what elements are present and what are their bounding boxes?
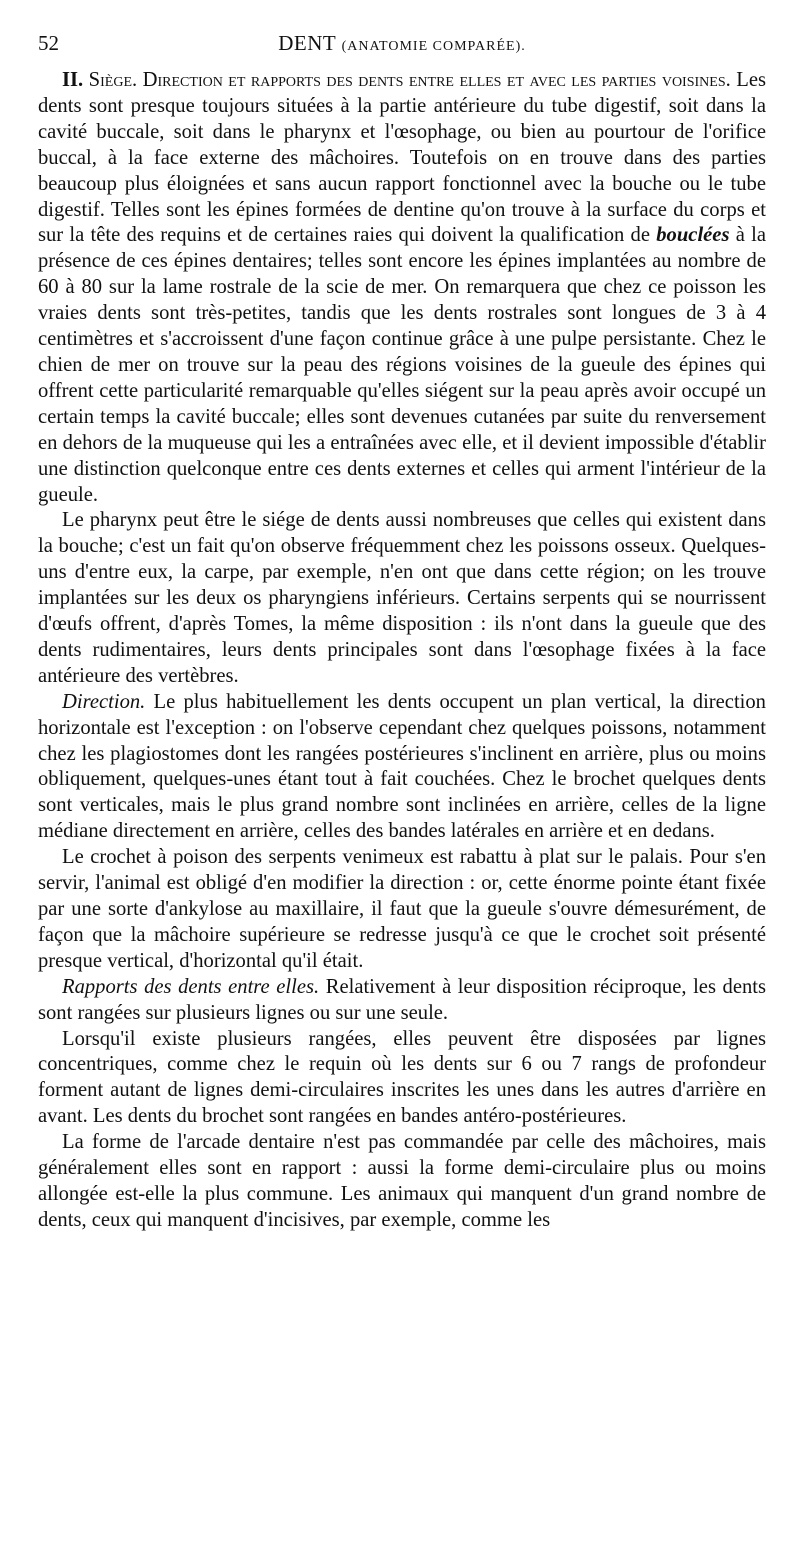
subheading-direction: Direction. [62,690,146,713]
paragraph-1-text-cont: à la présence de ces épines dentaires; telles sont encore les épines implantées au nombre de 60 à 80 sur la lame rostrale de la scie de mer. On remarquera que chez ce poisson les vraies dents sont très-petites, tandis que les dents rostrales sont longues de 3 à 4 centimètres et s'accroissent d'une façon continue grâce à une pulpe persistante. Chez le chien de mer on trouve sur la peau des régions voisines de la gueule des épines qui offrent cette particularité remarquable qu'elles siégent sur la peau après avoir occupé un certain temps la cavité buccale; elles sont devenues cutanées par suite du renversement en dehors de la muqueuse qui les a entraînées avec elle, et il devient impossible d'établir une distinction quelconque entre ces dents externes et celles qui arment l'intérieur de la gueule. [38,224,766,506]
section-heading: Siège. Direction et rapports des dents entre elles et avec les parties voisines. [88,69,731,91]
page-header [38,31,766,61]
paragraph-2: Le pharynx peut être le siége de dents aussi nombreuses que celles qui existent dans la bouche; c'est un fait qu'on observe fréquemment chez les poissons osseux. Quelques-uns d'entre eux, la carpe, par exemple, n'en ont que dans cette région; on les trouve implantées sur les deux os pharyngiens inférieurs. Certains serpents qui se nourrissent d'œufs offrent, d'après Tomes, la même disposition : ils n'ont dans la gueule que des dents rudimentaires, leurs dents principales sont dans l'œsophage fixées à la face antérieure des vertèbres. [38,509,766,687]
paragraph-3 [38,690,766,845]
paragraph-4: Le crochet à poison des serpents venimeux est rabattu à plat sur le palais. Pour s'en servir, l'animal est obligé d'en modifier la direction : or, cette énorme pointe étant fixée par une sorte d'ankylose au maxillaire, il faut que la gueule s'ouvre démesurément, de façon que la mâchoire supérieure se redresse jusqu'à ce que le crochet soit présenté presque vertical, d'horizontal qu'il était. [38,846,766,972]
section-number: II. [62,69,84,91]
paragraph-5-text: Relativement à leur disposition réciproque, les dents sont rangées sur plusieurs lignes ou sur une seule. [38,975,766,1024]
paragraph-1-text: Les dents sont presque toujours situées à la partie antérieure du tube digestif, soit dans la cavité buccale, soit dans le pharynx et l'œsophage, ou bien au pourtour de l'orifice buccal, à la face externe des mâchoires. Toutefois on en trouve dans des parties beaucoup plus éloignées et sans aucun rapport fonctionnel avec la bouche ou le tube digestif. Telles sont les épines formées de dentine qu'on trouve à la surface du corps et sur la tête des requins et de certaines raies qui doivent la qualification de [38,69,766,247]
paragraph-1 [38,68,766,508]
paragraph-7: La forme de l'arcade dentaire n'est pas commandée par celle des mâchoires, mais généralement elles sont en rapport : aussi la forme demi-circulaire plus ou moins allongée est-elle la plus commune. Les animaux qui manquent d'un grand nombre de dents, ceux qui manquent d'incisives, par exemple, comme les [38,1131,766,1231]
page-number: 52 [38,31,59,55]
paragraph-6: Lorsqu'il existe plusieurs rangées, elles peuvent être disposées par lignes concentriques, comme chez le requin où les dents sur 6 ou 7 rangs de profondeur forment autant de lignes demi-circulaires inscrites les unes dans les autres d'arrière en avant. Les dents du brochet sont rangées en bandes antéro-postérieures. [38,1027,766,1128]
emphasis-word: bouclées [656,224,730,247]
paragraph-3-text: Le plus habituellement les dents occupent un plan vertical, la direction horizontale est l'exception : on l'observe cependant chez quelques poissons, notamment chez les plagiostomes dont les rangées postérieures s'inclinent en arrière, plus ou moins obliquement, quelques-unes étant tout à fait couchées. Chez le brochet quelques dents sont verticales, mais le plus grand nombre sont inclinées en arrière, celles de la ligne médiane directement en arrière, celles des bandes latérales en arrière et en dedans. [38,690,766,843]
subheading-rapports: Rapports des dents entre elles. [62,975,320,998]
running-title [38,31,766,56]
running-title-sub: (ANATOMIE COMPARÉE). [341,39,526,54]
running-title-main: DENT [278,31,336,55]
paragraph-5 [38,975,766,1027]
page-body [38,68,766,1234]
